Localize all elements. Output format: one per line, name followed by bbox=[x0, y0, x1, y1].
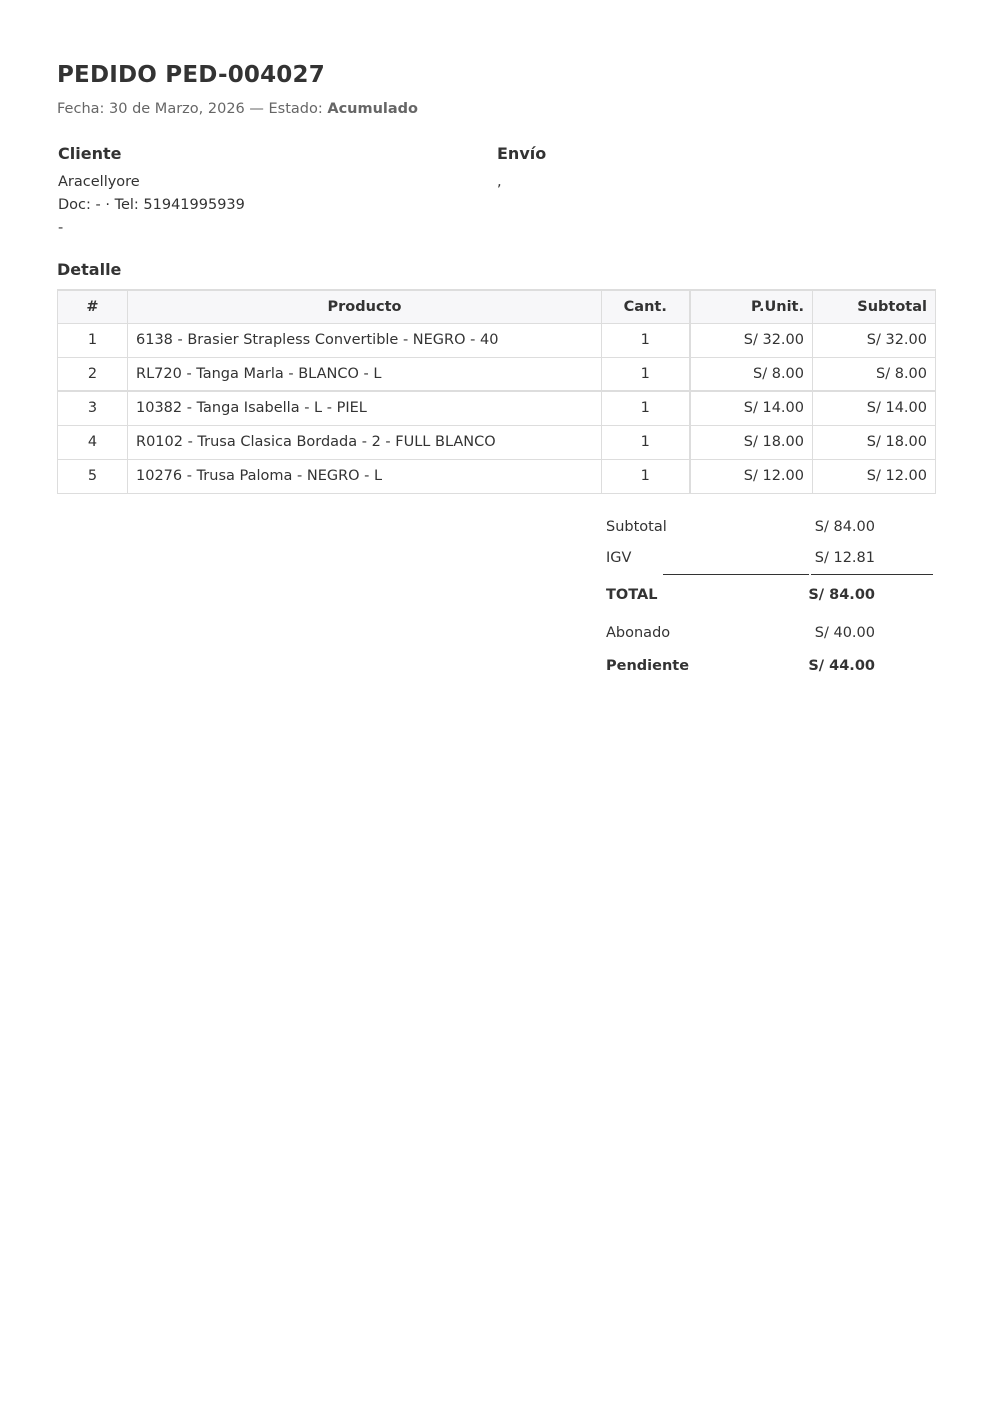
igv-label: IGV bbox=[606, 550, 632, 566]
row-unit-price: S/ 14.00 bbox=[690, 391, 813, 425]
row-product: R0102 - Trusa Clasica Bordada - 2 - FULL BLANCO bbox=[128, 425, 602, 459]
row-number: 1 bbox=[58, 323, 128, 357]
subtotal-label: Subtotal bbox=[606, 519, 667, 535]
page-title: PEDIDO PED-004027 bbox=[57, 62, 325, 88]
table-header-row bbox=[58, 290, 936, 323]
row-product: RL720 - Tanga Marla - BLANCO - L bbox=[128, 357, 602, 391]
row-qty: 1 bbox=[602, 357, 690, 391]
order-date: Fecha: 30 de Marzo, 2026 — Estado: bbox=[57, 101, 328, 117]
pending-value: S/ 44.00 bbox=[808, 658, 875, 674]
table-row bbox=[58, 357, 936, 391]
row-qty: 1 bbox=[602, 425, 690, 459]
order-status: Acumulado bbox=[327, 101, 419, 117]
shipping-heading: Envío bbox=[497, 144, 547, 163]
row-subtotal: S/ 32.00 bbox=[813, 323, 936, 357]
table-row bbox=[58, 459, 936, 493]
col-header-subtotal: Subtotal bbox=[813, 290, 936, 323]
row-unit-price: S/ 32.00 bbox=[690, 323, 813, 357]
row-number: 3 bbox=[58, 391, 128, 425]
row-subtotal: S/ 14.00 bbox=[813, 391, 936, 425]
total-label: TOTAL bbox=[606, 587, 658, 603]
row-product: 10276 - Trusa Paloma - NEGRO - L bbox=[128, 459, 602, 493]
row-qty: 1 bbox=[602, 459, 690, 493]
total-value: S/ 84.00 bbox=[808, 587, 875, 603]
row-qty: 1 bbox=[602, 323, 690, 357]
row-number: 4 bbox=[58, 425, 128, 459]
row-product: 6138 - Brasier Strapless Convertible - NEGRO - 40 bbox=[128, 323, 602, 357]
client-doc-phone: Doc: - · Tel: 51941995939 bbox=[58, 197, 245, 213]
detail-heading: Detalle bbox=[57, 260, 122, 279]
items-table bbox=[57, 289, 936, 494]
col-header-number: # bbox=[58, 290, 128, 323]
paid-label: Abonado bbox=[606, 625, 671, 641]
client-heading: Cliente bbox=[58, 144, 122, 163]
col-header-unit-price: P.Unit. bbox=[690, 290, 813, 323]
row-subtotal: S/ 12.00 bbox=[813, 459, 936, 493]
subtotal-value: S/ 84.00 bbox=[814, 519, 875, 535]
row-qty: 1 bbox=[602, 391, 690, 425]
total-divider-label bbox=[663, 574, 809, 575]
row-number: 2 bbox=[58, 357, 128, 391]
order-meta bbox=[57, 101, 418, 117]
row-subtotal: S/ 18.00 bbox=[813, 425, 936, 459]
row-unit-price: S/ 8.00 bbox=[690, 357, 813, 391]
client-extra: - bbox=[58, 220, 64, 236]
shipping-address: , bbox=[497, 174, 502, 190]
col-header-qty: Cant. bbox=[602, 290, 690, 323]
total-divider-value bbox=[811, 574, 933, 575]
table-row bbox=[58, 391, 936, 425]
row-number: 5 bbox=[58, 459, 128, 493]
paid-value: S/ 40.00 bbox=[814, 625, 875, 641]
row-unit-price: S/ 18.00 bbox=[690, 425, 813, 459]
row-unit-price: S/ 12.00 bbox=[690, 459, 813, 493]
igv-value: S/ 12.81 bbox=[814, 550, 875, 566]
table-row bbox=[58, 425, 936, 459]
client-name: Aracellyore bbox=[58, 174, 140, 190]
table-row bbox=[58, 323, 936, 357]
row-product: 10382 - Tanga Isabella - L - PIEL bbox=[128, 391, 602, 425]
pending-label: Pendiente bbox=[606, 658, 690, 674]
row-subtotal: S/ 8.00 bbox=[813, 357, 936, 391]
col-header-product: Producto bbox=[128, 290, 602, 323]
